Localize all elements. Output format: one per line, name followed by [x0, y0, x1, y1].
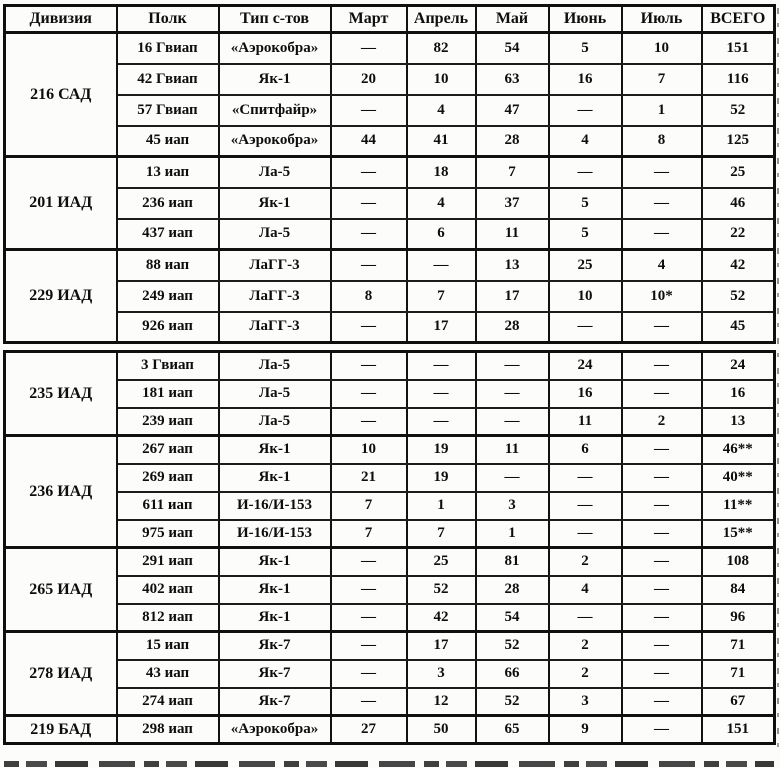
count-cell: —: [622, 576, 702, 604]
count-cell: 7: [622, 64, 702, 95]
count-cell: —: [549, 520, 622, 548]
count-cell: —: [331, 408, 407, 436]
regiment-cell: 437 иап: [117, 219, 219, 250]
count-cell: —: [622, 492, 702, 520]
scan-artifact-bottom-cutoff-text: [4, 761, 774, 767]
regiment-cell: 269 иап: [117, 464, 219, 492]
count-cell: —: [331, 312, 407, 343]
count-cell: —: [622, 660, 702, 688]
count-cell: 82: [407, 33, 476, 64]
table-row: [5, 157, 775, 188]
count-cell: 10: [331, 436, 407, 464]
count-cell: 4: [549, 576, 622, 604]
count-cell: —: [549, 604, 622, 632]
count-cell: —: [331, 352, 407, 380]
aircraft-type-cell: «Аэрокобра»: [219, 126, 331, 157]
count-cell: —: [331, 250, 407, 281]
aircraft-type-cell: Ла-5: [219, 408, 331, 436]
count-cell: —: [622, 157, 702, 188]
count-cell: 96: [702, 604, 775, 632]
count-cell: 151: [702, 33, 775, 64]
count-cell: —: [476, 408, 549, 436]
column-header: Полк: [117, 6, 219, 33]
regiment-cell: 236 иап: [117, 188, 219, 219]
count-cell: 52: [476, 632, 549, 660]
count-cell: —: [331, 95, 407, 126]
table-row: [5, 250, 775, 281]
table-row: [5, 716, 775, 744]
count-cell: 12: [407, 688, 476, 716]
table-row: [5, 219, 775, 250]
count-cell: 16: [549, 64, 622, 95]
regiment-cell: 274 иап: [117, 688, 219, 716]
column-header: Июнь: [549, 6, 622, 33]
aircraft-type-cell: Як-1: [219, 464, 331, 492]
header-row: [5, 6, 775, 33]
count-cell: 7: [476, 157, 549, 188]
count-cell: 8: [331, 281, 407, 312]
count-cell: —: [622, 380, 702, 408]
count-cell: 50: [407, 716, 476, 744]
regiment-cell: 45 иап: [117, 126, 219, 157]
regiment-cell: 249 иап: [117, 281, 219, 312]
table-row: [5, 520, 775, 548]
table-row: [5, 281, 775, 312]
table-row: [5, 688, 775, 716]
count-cell: 71: [702, 660, 775, 688]
count-cell: —: [476, 352, 549, 380]
table-row: [5, 660, 775, 688]
table-row: [5, 576, 775, 604]
aircraft-type-cell: Як-1: [219, 576, 331, 604]
count-cell: 42: [407, 604, 476, 632]
aircraft-type-cell: Як-1: [219, 604, 331, 632]
count-cell: —: [622, 352, 702, 380]
count-cell: 7: [407, 520, 476, 548]
count-cell: 52: [702, 95, 775, 126]
count-cell: —: [549, 464, 622, 492]
table-row: [5, 604, 775, 632]
division-cell: 235 ИАД: [5, 352, 117, 436]
division-cell: 219 БАД: [5, 716, 117, 744]
count-cell: 2: [549, 548, 622, 576]
count-cell: 3: [549, 688, 622, 716]
division-cell: 278 ИАД: [5, 632, 117, 716]
table-row: [5, 408, 775, 436]
regiment-cell: 181 иап: [117, 380, 219, 408]
count-cell: 25: [407, 548, 476, 576]
count-cell: 42: [702, 250, 775, 281]
scan-artifact-page-edge: [777, 8, 779, 754]
count-cell: 15**: [702, 520, 775, 548]
table-row: [5, 492, 775, 520]
count-cell: 37: [476, 188, 549, 219]
regiment-cell: 611 иап: [117, 492, 219, 520]
count-cell: 125: [702, 126, 775, 157]
aircraft-type-cell: Як-1: [219, 188, 331, 219]
column-header: Тип с-тов: [219, 6, 331, 33]
count-cell: 84: [702, 576, 775, 604]
count-cell: —: [407, 250, 476, 281]
count-cell: —: [331, 632, 407, 660]
count-cell: 52: [476, 688, 549, 716]
count-cell: 11: [476, 219, 549, 250]
count-cell: —: [622, 520, 702, 548]
count-cell: 5: [549, 188, 622, 219]
table-row: [5, 464, 775, 492]
count-cell: 4: [407, 95, 476, 126]
division-cell: 216 САД: [5, 33, 117, 157]
regiment-cell: 15 иап: [117, 632, 219, 660]
count-cell: —: [622, 716, 702, 744]
division-cell: 236 ИАД: [5, 436, 117, 548]
table-row: [5, 33, 775, 64]
aircraft-type-cell: Як-7: [219, 632, 331, 660]
aircraft-type-cell: И-16/И-153: [219, 520, 331, 548]
count-cell: 11**: [702, 492, 775, 520]
count-cell: —: [331, 576, 407, 604]
count-cell: 16: [549, 380, 622, 408]
column-header: ВСЕГО: [702, 6, 775, 33]
table-row: [5, 126, 775, 157]
table-row: [5, 312, 775, 343]
regiment-cell: 812 иап: [117, 604, 219, 632]
count-cell: —: [622, 548, 702, 576]
count-cell: —: [331, 33, 407, 64]
count-cell: —: [622, 188, 702, 219]
table-row: [5, 188, 775, 219]
count-cell: 44: [331, 126, 407, 157]
table-row: [5, 632, 775, 660]
count-cell: —: [622, 312, 702, 343]
count-cell: 116: [702, 64, 775, 95]
count-cell: —: [549, 312, 622, 343]
regiment-cell: 267 иап: [117, 436, 219, 464]
count-cell: 1: [622, 95, 702, 126]
table-row: [5, 95, 775, 126]
division-cell: 265 ИАД: [5, 548, 117, 632]
table-row: [5, 380, 775, 408]
count-cell: —: [549, 157, 622, 188]
division-cell: 229 ИАД: [5, 250, 117, 343]
column-header: Дивизия: [5, 6, 117, 33]
count-cell: 16: [702, 380, 775, 408]
count-cell: 67: [702, 688, 775, 716]
table-row: [5, 352, 775, 380]
count-cell: 40**: [702, 464, 775, 492]
count-cell: —: [622, 436, 702, 464]
count-cell: —: [331, 548, 407, 576]
regiment-cell: 13 иап: [117, 157, 219, 188]
count-cell: 7: [331, 492, 407, 520]
count-cell: —: [407, 352, 476, 380]
count-cell: 4: [549, 126, 622, 157]
aircraft-type-cell: ЛаГГ-3: [219, 281, 331, 312]
count-cell: 3: [407, 660, 476, 688]
count-cell: 19: [407, 436, 476, 464]
count-cell: 10: [549, 281, 622, 312]
count-cell: 28: [476, 312, 549, 343]
regiment-cell: 926 иап: [117, 312, 219, 343]
table-row: [5, 548, 775, 576]
count-cell: 17: [476, 281, 549, 312]
regiment-cell: 42 Гвиап: [117, 64, 219, 95]
count-cell: —: [622, 219, 702, 250]
aircraft-type-cell: Ла-5: [219, 352, 331, 380]
aircraft-type-cell: «Аэрокобра»: [219, 33, 331, 64]
regiment-cell: 88 иап: [117, 250, 219, 281]
count-cell: 21: [331, 464, 407, 492]
division-cell: 201 ИАД: [5, 157, 117, 250]
count-cell: 71: [702, 632, 775, 660]
count-cell: 2: [549, 632, 622, 660]
count-cell: 3: [476, 492, 549, 520]
count-cell: —: [407, 408, 476, 436]
count-cell: —: [331, 688, 407, 716]
aircraft-type-cell: ЛаГГ-3: [219, 312, 331, 343]
table-row: [5, 64, 775, 95]
count-cell: 7: [331, 520, 407, 548]
count-cell: 8: [622, 126, 702, 157]
count-cell: —: [331, 219, 407, 250]
aircraft-type-cell: ЛаГГ-3: [219, 250, 331, 281]
count-cell: 6: [549, 436, 622, 464]
aircraft-type-cell: «Аэрокобра»: [219, 716, 331, 744]
count-cell: —: [549, 95, 622, 126]
count-cell: 9: [549, 716, 622, 744]
regiment-cell: 3 Гвиап: [117, 352, 219, 380]
regiment-cell: 291 иап: [117, 548, 219, 576]
count-cell: 41: [407, 126, 476, 157]
count-cell: 5: [549, 219, 622, 250]
count-cell: 54: [476, 604, 549, 632]
count-cell: 11: [476, 436, 549, 464]
aircraft-deliveries-table-upper: [3, 4, 776, 344]
count-cell: —: [476, 464, 549, 492]
count-cell: 11: [549, 408, 622, 436]
count-cell: 81: [476, 548, 549, 576]
count-cell: —: [331, 157, 407, 188]
aircraft-type-cell: Як-1: [219, 548, 331, 576]
count-cell: 1: [476, 520, 549, 548]
count-cell: 24: [549, 352, 622, 380]
aircraft-deliveries-table-lower: [3, 350, 776, 745]
count-cell: —: [331, 660, 407, 688]
aircraft-type-cell: И-16/И-153: [219, 492, 331, 520]
regiment-cell: 57 Гвиап: [117, 95, 219, 126]
count-cell: 22: [702, 219, 775, 250]
count-cell: 27: [331, 716, 407, 744]
regiment-cell: 43 иап: [117, 660, 219, 688]
count-cell: —: [622, 632, 702, 660]
column-header: Июль: [622, 6, 702, 33]
regiment-cell: 298 иап: [117, 716, 219, 744]
count-cell: —: [549, 492, 622, 520]
count-cell: 13: [476, 250, 549, 281]
count-cell: 46: [702, 188, 775, 219]
count-cell: —: [407, 380, 476, 408]
count-cell: 47: [476, 95, 549, 126]
count-cell: 52: [702, 281, 775, 312]
count-cell: 20: [331, 64, 407, 95]
count-cell: —: [331, 188, 407, 219]
aircraft-type-cell: Як-1: [219, 436, 331, 464]
regiment-cell: 16 Гвиап: [117, 33, 219, 64]
count-cell: 5: [549, 33, 622, 64]
table-header: [5, 6, 775, 33]
count-cell: 7: [407, 281, 476, 312]
aircraft-type-cell: Як-1: [219, 64, 331, 95]
count-cell: —: [622, 604, 702, 632]
regiment-cell: 239 иап: [117, 408, 219, 436]
count-cell: 54: [476, 33, 549, 64]
count-cell: 2: [622, 408, 702, 436]
count-cell: —: [331, 380, 407, 408]
count-cell: 10: [622, 33, 702, 64]
column-header: Апрель: [407, 6, 476, 33]
aircraft-type-cell: Як-7: [219, 688, 331, 716]
count-cell: 52: [407, 576, 476, 604]
count-cell: —: [331, 604, 407, 632]
count-cell: 46**: [702, 436, 775, 464]
count-cell: 28: [476, 126, 549, 157]
count-cell: 108: [702, 548, 775, 576]
count-cell: —: [622, 464, 702, 492]
count-cell: 13: [702, 408, 775, 436]
count-cell: 63: [476, 64, 549, 95]
count-cell: 17: [407, 632, 476, 660]
count-cell: 66: [476, 660, 549, 688]
count-cell: 25: [702, 157, 775, 188]
count-cell: —: [476, 380, 549, 408]
column-header: Март: [331, 6, 407, 33]
count-cell: 10: [407, 64, 476, 95]
count-cell: 6: [407, 219, 476, 250]
aircraft-type-cell: «Спитфайр»: [219, 95, 331, 126]
count-cell: 4: [407, 188, 476, 219]
count-cell: 19: [407, 464, 476, 492]
count-cell: 1: [407, 492, 476, 520]
count-cell: 24: [702, 352, 775, 380]
aircraft-type-cell: Ла-5: [219, 157, 331, 188]
count-cell: 151: [702, 716, 775, 744]
count-cell: 25: [549, 250, 622, 281]
regiment-cell: 975 иап: [117, 520, 219, 548]
count-cell: 17: [407, 312, 476, 343]
count-cell: 28: [476, 576, 549, 604]
count-cell: 45: [702, 312, 775, 343]
count-cell: 4: [622, 250, 702, 281]
count-cell: —: [622, 688, 702, 716]
count-cell: 2: [549, 660, 622, 688]
column-header: Май: [476, 6, 549, 33]
aircraft-type-cell: Ла-5: [219, 219, 331, 250]
count-cell: 18: [407, 157, 476, 188]
aircraft-type-cell: Як-7: [219, 660, 331, 688]
count-cell: 10*: [622, 281, 702, 312]
table-row: [5, 436, 775, 464]
regiment-cell: 402 иап: [117, 576, 219, 604]
aircraft-type-cell: Ла-5: [219, 380, 331, 408]
count-cell: 65: [476, 716, 549, 744]
